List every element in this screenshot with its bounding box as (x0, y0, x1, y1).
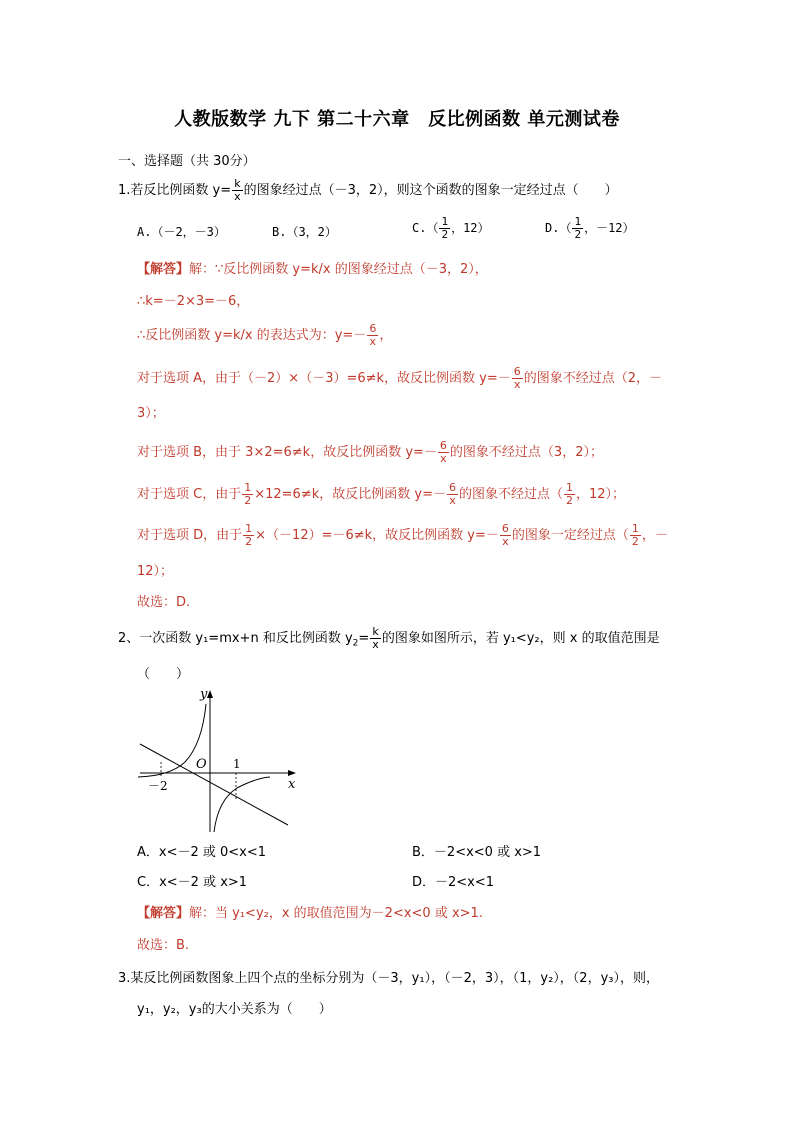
x-label: x (288, 777, 296, 792)
q2-option-d: D．－2<x<1 (412, 875, 495, 890)
q2-answer-paren: （ ） (137, 667, 190, 682)
q1-answer-line-1: 【解答】解：∵反比例函数 y=k/x 的图象经过点（－3，2）， (137, 262, 488, 277)
fraction: $\frac{k}{x}$ (234, 177, 241, 203)
tick-label-1: 1 (233, 757, 241, 771)
q1-answer-option-c: 对于选项 C，由于 $\frac{1}{2}$ ×12=6≠k，故反比例函数 y=－ $\frac{6}{x}$ 的图象不经过点（ $\frac{1}{2}$ ，12）； (137, 481, 626, 507)
q1-answer-option-a-cont: 3）； (137, 406, 165, 421)
q2-option-b: B．－2<x<0 或 x>1 (412, 845, 542, 860)
q1-answer-line-2: ∴k=－2×3=－6， (137, 294, 250, 309)
q1-answer-option-a: 对于选项 A，由于（－2）×（－3）=6≠k，故反比例函数 y=－ $\frac{6}{x}$ 的图象不经过点（2，－ (137, 365, 663, 391)
question-1: 1.若反比例函数 y= $\frac{k}{x}$ 的图象经过点（－3，2），则这个函数的图象一定经过点（ ） (118, 177, 618, 203)
section-heading: 一、选择题（共 30分） (118, 154, 256, 169)
q2-answer: 【解答】解：当 y₁<y₂，x 的取值范围为－2<x<0 或 x>1. (137, 906, 483, 921)
y-label: y (200, 687, 208, 702)
hyperbola-lower-right (214, 777, 270, 832)
q1-option-b: B.（3，2） (272, 225, 337, 239)
q1-option-a: A.（－2，－3） (137, 225, 226, 239)
x-axis-arrow (288, 770, 296, 776)
q1-answer-option-b: 对于选项 B，由于 3×2=6≠k，故反比例函数 y=－ $\frac{6}{x}$ 的图象不经过点（3，2）； (137, 439, 603, 465)
q2-option-c: C．x<－2 或 x>1 (137, 875, 248, 890)
q2-choice: 故选：B. (137, 938, 190, 953)
page-title: 人教版数学 九下 第二十六章 反比例函数 单元测试卷 (174, 109, 620, 130)
q1-answer-option-d: 对于选项 D，由于 $\frac{1}{2}$ ×（－12）=－6≠k，故反比例函数 y=－ $\frac{6}{x}$ 的图象一定经过点（ $\frac{1}{2}$ ，－ (137, 522, 668, 548)
question-3-line-2: y₁，y₂，y₃的大小关系为（ ） (137, 1002, 332, 1017)
q1-answer-option-d-cont: 12）； (137, 564, 174, 579)
q2-option-a: A．x<－2 或 0<x<1 (137, 845, 267, 860)
function-graph (130, 682, 310, 837)
q1-choice: 故选：D. (137, 595, 191, 610)
q1-option-c: C.（ $\frac{1}{2}$ ，12） (412, 215, 490, 241)
origin-label: O (196, 757, 207, 772)
q1-answer-line-3: ∴反比例函数 y=k/x 的表达式为：y=－ $\frac{6}{x}$ ， (137, 322, 393, 348)
question-2: 2、一次函数 y₁=mx+n 和反比例函数 $y_2=$ $\frac{k}{x}$ 的图象如图所示，若 y₁<y₂，则 x 的取值范围是 (118, 625, 660, 651)
y-axis-arrow (207, 690, 213, 698)
q1-option-d: D.（ $\frac{1}{2}$ ，－12） (545, 215, 635, 241)
tick-label-neg2: －2 (148, 779, 168, 793)
question-3-line-1: 3.某反比例函数图象上四个点的坐标分别为（－3，y₁），（－2，3），（1，y₂），（2，y₃），则， (118, 971, 659, 986)
